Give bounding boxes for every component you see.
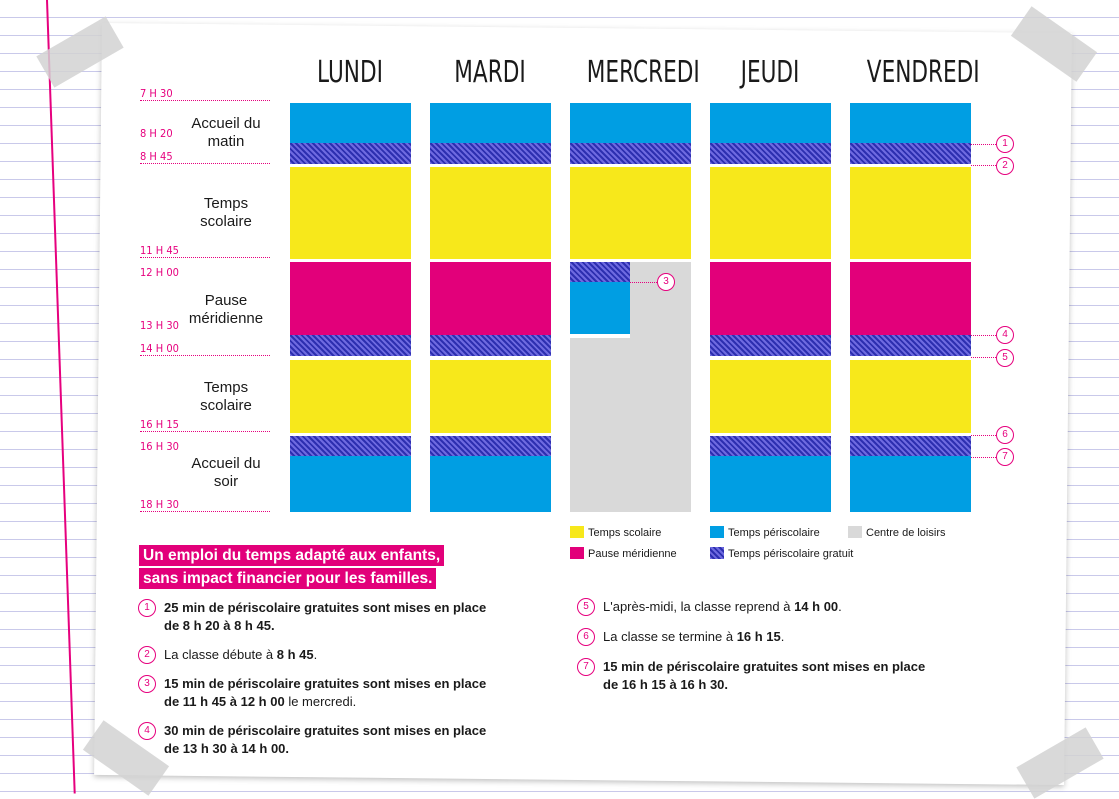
- legend-loisirs: [848, 526, 945, 539]
- block-gap: [570, 334, 630, 338]
- callout-line: [971, 357, 996, 358]
- block-periscolaire: [850, 103, 971, 143]
- note-text: 30 min de périscolaire gratuites sont mises en place: [164, 723, 487, 738]
- note-text: .: [838, 599, 842, 614]
- swatch-pause: [570, 547, 584, 559]
- note-text: .: [313, 647, 318, 662]
- note-text: de 13 h 30 à 14 h 00.: [164, 741, 290, 756]
- row-label-accueil-soir: Accueil du soir: [191, 455, 261, 490]
- block-periscolaire-gratuit: [290, 335, 411, 356]
- note-text: le mercredi.: [284, 694, 357, 709]
- block-periscolaire: [290, 103, 411, 143]
- block-periscolaire-gratuit: [290, 143, 411, 164]
- swatch-periscolaire: [710, 526, 724, 538]
- day-header-lundi: LUNDI: [317, 55, 383, 90]
- day-header-jeudi: JEUDI: [740, 55, 800, 90]
- legend-label: Temps périscolaire gratuit: [728, 548, 854, 560]
- block-periscolaire: [290, 456, 411, 512]
- legend-label: Centre de loisirs: [866, 527, 946, 539]
- block-periscolaire-gratuit: [710, 143, 831, 164]
- note-5: [583, 598, 842, 616]
- note-4: [144, 722, 487, 758]
- note-3: [144, 675, 487, 711]
- block-pause: [290, 262, 411, 335]
- legend-pause: [570, 547, 677, 560]
- note-number: 2: [138, 646, 156, 664]
- note-text: L'après-midi, la classe reprend à: [603, 599, 795, 614]
- note-text: La classe se termine à: [603, 629, 737, 644]
- note-number: 5: [577, 598, 595, 616]
- callout-7: 7: [996, 448, 1014, 466]
- block-periscolaire-gratuit: [710, 436, 831, 456]
- note-number: 1: [138, 599, 156, 617]
- note-2: [144, 646, 318, 664]
- note-bold: 8 h 45: [276, 647, 314, 662]
- block-temps-scolaire: [570, 167, 691, 259]
- block-temps-scolaire: [290, 167, 411, 259]
- block-pause: [850, 262, 971, 335]
- legend-label: Temps scolaire: [588, 527, 662, 539]
- swatch-loisirs: [848, 526, 862, 538]
- note-number: 6: [577, 628, 595, 646]
- time-label: 8 H 45: [140, 150, 270, 164]
- day-header-vendredi: VENDREDI: [866, 55, 980, 90]
- block-periscolaire: [710, 456, 831, 512]
- time-label: 13 H 30: [140, 319, 179, 332]
- block-pause: [430, 262, 551, 335]
- time-label: 16 H 15: [140, 418, 270, 432]
- note-text: de 8 h 20 à 8 h 45.: [164, 618, 275, 633]
- block-periscolaire: [430, 456, 551, 512]
- note-text: de 11 h 45 à 12 h 00: [164, 694, 285, 709]
- time-label: 18 H 30: [140, 498, 270, 512]
- row-label-pause: Pause méridienne: [188, 292, 264, 327]
- note-7: [583, 658, 926, 694]
- note-text: 15 min de périscolaire gratuites sont mises en place: [603, 659, 926, 674]
- legend-label: Pause méridienne: [588, 548, 677, 560]
- headline-line-2: sans impact financier pour les familles.: [139, 568, 436, 589]
- time-label: 14 H 00: [140, 342, 270, 356]
- block-periscolaire: [710, 103, 831, 143]
- block-periscolaire-gratuit: [710, 335, 831, 356]
- day-header-mercredi: MERCREDI: [586, 55, 700, 90]
- block-temps-scolaire: [290, 360, 411, 433]
- block-periscolaire: [850, 456, 971, 512]
- block-periscolaire: [570, 103, 691, 143]
- callout-2: 2: [996, 157, 1014, 175]
- headline-line-1: Un emploi du temps adapté aux enfants,: [139, 545, 444, 566]
- block-temps-scolaire: [430, 360, 551, 433]
- legend-periscolaire: [710, 526, 820, 539]
- note-text: 25 min de périscolaire gratuites sont mises en place: [164, 600, 487, 615]
- note-text: de 16 h 15 à 16 h 30.: [603, 677, 729, 692]
- note-1: [144, 599, 487, 635]
- block-periscolaire-gratuit: [430, 436, 551, 456]
- block-periscolaire-gratuit: [850, 335, 971, 356]
- margin-line: [46, 0, 76, 794]
- block-periscolaire-gratuit: [850, 436, 971, 456]
- legend-label: Temps périscolaire: [728, 527, 820, 539]
- callout-5: 5: [996, 349, 1014, 367]
- callout-1: 1: [996, 135, 1014, 153]
- block-periscolaire: [570, 282, 630, 334]
- block-periscolaire-gratuit: [290, 436, 411, 456]
- time-label: 16 H 30: [140, 440, 179, 453]
- block-temps-scolaire: [850, 360, 971, 433]
- block-periscolaire-gratuit: [430, 143, 551, 164]
- block-periscolaire-gratuit: [570, 143, 691, 164]
- block-periscolaire: [430, 103, 551, 143]
- row-label-accueil-matin: Accueil du matin: [191, 115, 261, 150]
- day-header-mardi: MARDI: [454, 55, 526, 90]
- note-bold: 16 h 15: [736, 629, 781, 644]
- block-periscolaire-gratuit: [430, 335, 551, 356]
- block-periscolaire-gratuit: [850, 143, 971, 164]
- callout-line: [971, 335, 996, 336]
- block-periscolaire-gratuit: [570, 262, 630, 282]
- note-text: La classe débute à: [164, 647, 277, 662]
- block-temps-scolaire: [710, 360, 831, 433]
- row-label-temps-scolaire: Temps scolaire: [200, 195, 252, 230]
- note-6: [583, 628, 785, 646]
- note-number: 3: [138, 675, 156, 693]
- callout-6: 6: [996, 426, 1014, 444]
- time-label: 11 H 45: [140, 244, 270, 258]
- time-label: 7 H 30: [140, 87, 270, 101]
- block-pause: [710, 262, 831, 335]
- row-label-temps-scolaire: Temps scolaire: [200, 379, 252, 414]
- callout-3: 3: [657, 273, 675, 291]
- note-text: .: [780, 629, 785, 644]
- note-text: 15 min de périscolaire gratuites sont mises en place: [164, 676, 487, 691]
- legend-gratuit: [710, 547, 853, 560]
- time-label: 8 H 20: [140, 127, 173, 140]
- block-temps-scolaire: [430, 167, 551, 259]
- callout-line: [630, 282, 657, 283]
- callout-line: [971, 457, 996, 458]
- note-number: 7: [577, 658, 595, 676]
- callout-line: [971, 435, 996, 436]
- callout-line: [971, 144, 996, 145]
- legend-scolaire: [570, 526, 661, 539]
- time-label: 12 H 00: [140, 266, 179, 279]
- block-temps-scolaire: [710, 167, 831, 259]
- swatch-gratuit: [710, 547, 724, 559]
- block-temps-scolaire: [850, 167, 971, 259]
- callout-line: [971, 165, 996, 166]
- note-number: 4: [138, 722, 156, 740]
- swatch-scolaire: [570, 526, 584, 538]
- note-bold: 14 h 00: [794, 599, 839, 614]
- callout-4: 4: [996, 326, 1014, 344]
